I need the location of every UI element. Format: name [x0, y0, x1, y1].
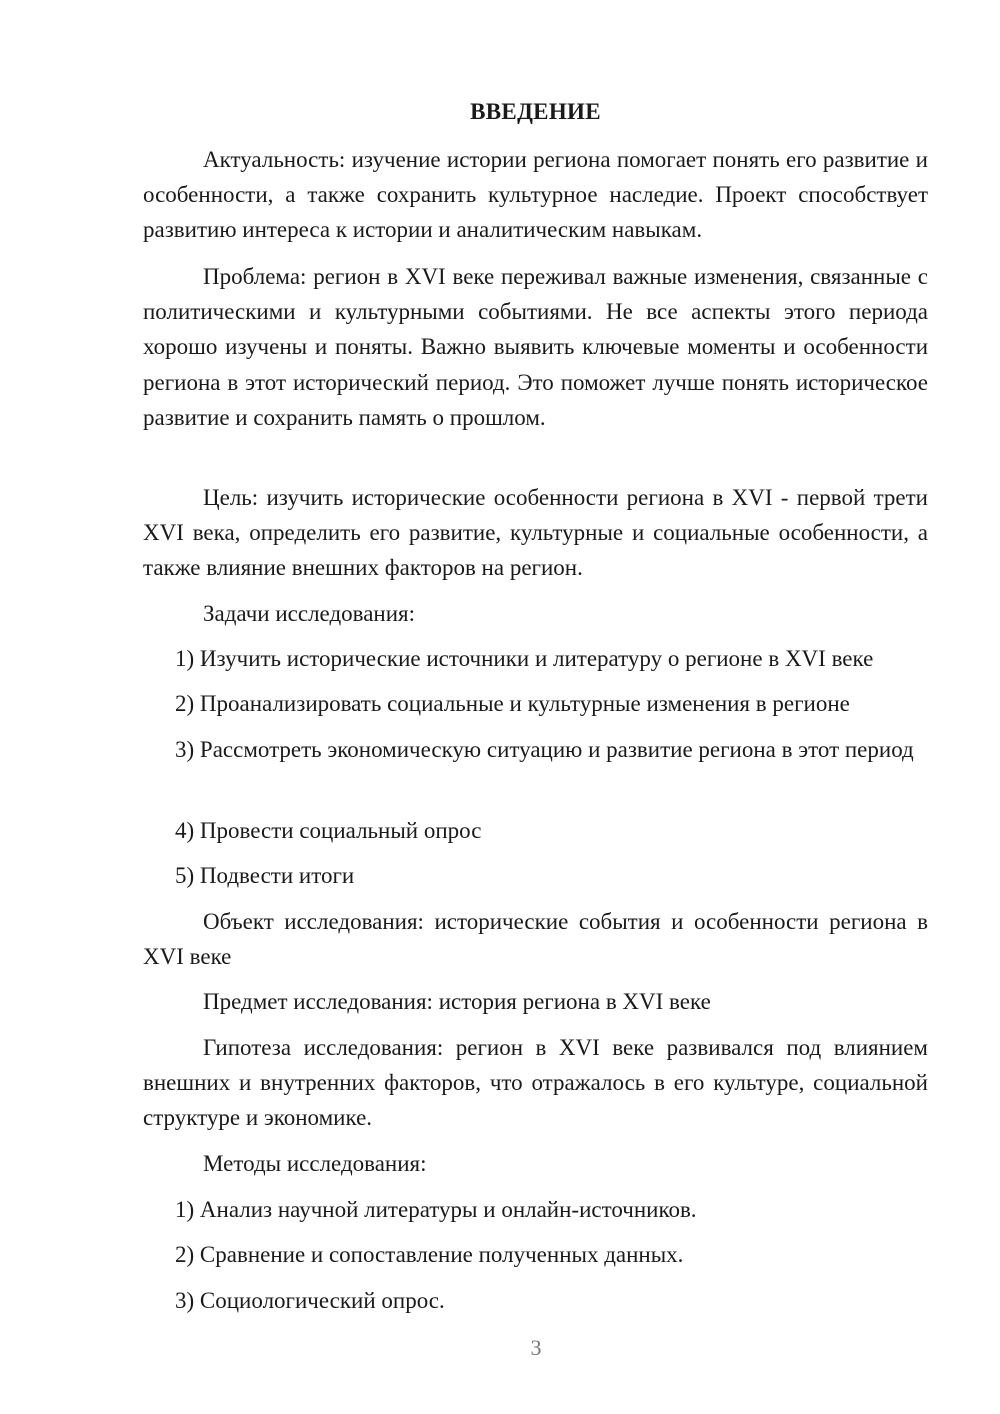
paragraph-research-subject: Предмет исследования: история региона в XVI веке: [203, 989, 711, 1014]
list-item-task-3: 3) Рассмотреть экономическую ситуацию и развитие региона в этот период: [175, 737, 914, 762]
paragraph-research-object: Объект исследования: исторические события и особенности региона в XVI веке: [143, 909, 928, 970]
page-number: 3: [530, 1335, 542, 1360]
list-item-task-5: 5) Подвести итоги: [175, 863, 355, 888]
paragraph-problem: Проблема: регион в XVI веке переживал важные изменения, связанные с политическими и культурными событиями. Не все аспекты этого периода хорошо изучены и поняты. Важно выявить ключевые моменты и особенности региона в этот исторический период. Это поможет лучше понять историческое развитие и сохранить память о прошлом.: [143, 264, 928, 430]
paragraph-hypothesis: Гипотеза исследования: регион в XVI веке развивался под влиянием внешних и внутренних факторов, что отражалось в его культуре, социальной структуре и экономике.: [143, 1035, 928, 1131]
paragraph-methods-heading: Методы исследования:: [203, 1151, 427, 1176]
list-item-method-1: 1) Анализ научной литературы и онлайн-источников.: [175, 1197, 697, 1222]
list-item-task-2: 2) Проанализировать социальные и культурные изменения в регионе: [175, 691, 850, 716]
paragraph-tasks-heading: Задачи исследования:: [203, 601, 416, 626]
list-item-task-4: 4) Провести социальный опрос: [175, 818, 482, 843]
list-item-task-1: 1) Изучить исторические источники и литературу о регионе в XVI веке: [175, 646, 874, 671]
page-title: ВВЕДЕНИЕ: [470, 99, 601, 124]
list-item-method-3: 3) Социологический опрос.: [175, 1288, 445, 1313]
paragraph-relevance: Актуальность: изучение истории региона помогает понять его развитие и особенности, а также сохранить культурное наследие. Проект способствует развитию интереса к истории и аналитическим навыкам.: [143, 147, 928, 243]
paragraph-goal: Цель: изучить исторические особенности региона в XVI - первой трети XVI века, определить его развитие, культурные и социальные особенности, а также влияние внешних факторов на регион.: [143, 485, 928, 581]
list-item-method-2: 2) Сравнение и сопоставление полученных данных.: [175, 1242, 684, 1267]
